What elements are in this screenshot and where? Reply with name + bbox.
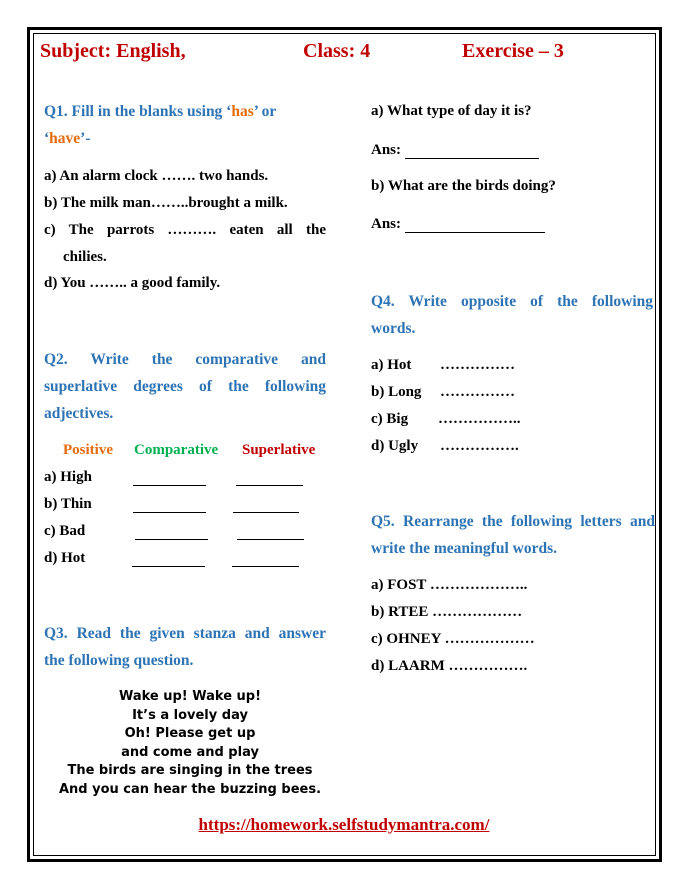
footer-link[interactable]: https://homework.selfstudymantra.com/ [198, 815, 490, 834]
subject-heading: Subject: English, [40, 40, 186, 62]
answer-blank-a[interactable] [405, 144, 539, 159]
q1-item-d: d) You …….. a good family. [44, 275, 221, 291]
q2-superlative-blank[interactable] [233, 498, 299, 513]
q4-dots-b: …………… [440, 384, 515, 400]
q3-sub-a: a) What type of day it is? [371, 103, 532, 119]
q2-row-c: c) Bad [44, 523, 86, 539]
q3-title-line2: the following question. [44, 652, 194, 669]
q2-comparative-blank[interactable] [132, 552, 205, 567]
stanza-line: The birds are singing in the trees [67, 763, 313, 778]
q4-dots-c: …………….. [438, 411, 521, 427]
q5-item-a: a) FOST ……………….. [371, 577, 528, 593]
q1-item-a: a) An alarm clock ……. two hands. [44, 168, 269, 184]
q5-title-line1: Q5. Rearrange the following letters and [371, 513, 655, 530]
positive-header: Positive [63, 442, 113, 458]
q2-title-line3: adjectives. [44, 405, 114, 422]
q5-item-c: c) OHNEY ……………… [371, 631, 535, 647]
q2-row-a: a) High [44, 469, 92, 485]
q1-title [44, 98, 326, 152]
q5-title-line2: write the meaningful words. [371, 540, 557, 557]
q2-comparative-blank[interactable] [133, 498, 206, 513]
stanza-line: Oh! Please get up [124, 726, 256, 741]
q4-item-a: a) Hot [371, 357, 412, 373]
q4-item-d: d) Ugly [371, 438, 419, 454]
q1-item-c: c) The parrots ………. eaten all the [44, 222, 326, 238]
q2-title-line2: superlative degrees of the following [44, 378, 326, 395]
q1-have-word: have [49, 130, 81, 147]
superlative-header: Superlative [242, 442, 316, 458]
q2-row-b: b) Thin [44, 496, 92, 512]
q1-title-open: ‘ [44, 130, 50, 147]
q2-superlative-blank[interactable] [236, 471, 303, 486]
q2-title-line1: Q2. Write the comparative and [44, 351, 326, 368]
exercise-heading: Exercise – 3 [462, 40, 564, 62]
q1-title-mid: ’ or [253, 103, 277, 120]
stanza-line: Wake up! Wake up! [118, 689, 262, 704]
stanza-line: It’s a lovely day [132, 707, 248, 723]
q4-title-line1: Q4. Write opposite of the following [371, 293, 653, 310]
q1-title-suffix: ’- [80, 130, 91, 147]
q1-item-c-cont: chilies. [63, 249, 107, 265]
q4-dots-a: …………… [440, 357, 515, 373]
q3-sub-b: b) What are the birds doing? [371, 178, 556, 194]
q4-item-c: c) Big [371, 411, 409, 427]
ans-label: Ans: [371, 216, 402, 232]
q1-title-text: Q1. Fill in the blanks using ‘ [44, 103, 232, 120]
poem-stanza [40, 688, 340, 799]
q5-item-b: b) RTEE ……………… [371, 604, 523, 620]
q2-superlative-blank[interactable] [232, 552, 299, 567]
q2-comparative-blank[interactable] [135, 525, 208, 540]
comparative-header: Comparative [134, 442, 219, 458]
answer-blank-b[interactable] [405, 218, 545, 233]
q5-item-d: d) LAARM ……………. [371, 658, 528, 674]
class-heading: Class: 4 [303, 40, 371, 62]
stanza-line: and come and play [121, 744, 259, 760]
q3-ans-b [371, 211, 401, 238]
q2-row-d: d) Hot [44, 550, 86, 566]
q4-dots-d: ……………. [440, 438, 519, 454]
q3-ans-a [371, 137, 401, 164]
q1-has-word: has [231, 103, 254, 120]
stanza-line: And you can hear the buzzing bees. [58, 781, 322, 797]
ans-label: Ans: [371, 142, 402, 158]
q1-item-b: b) The milk man……..brought a milk. [44, 195, 288, 211]
q2-comparative-blank[interactable] [133, 471, 206, 486]
q2-superlative-blank[interactable] [237, 525, 304, 540]
q4-title-line2: words. [371, 320, 416, 337]
q4-item-b: b) Long [371, 384, 422, 400]
q3-title-line1: Q3. Read the given stanza and answer [44, 625, 326, 642]
